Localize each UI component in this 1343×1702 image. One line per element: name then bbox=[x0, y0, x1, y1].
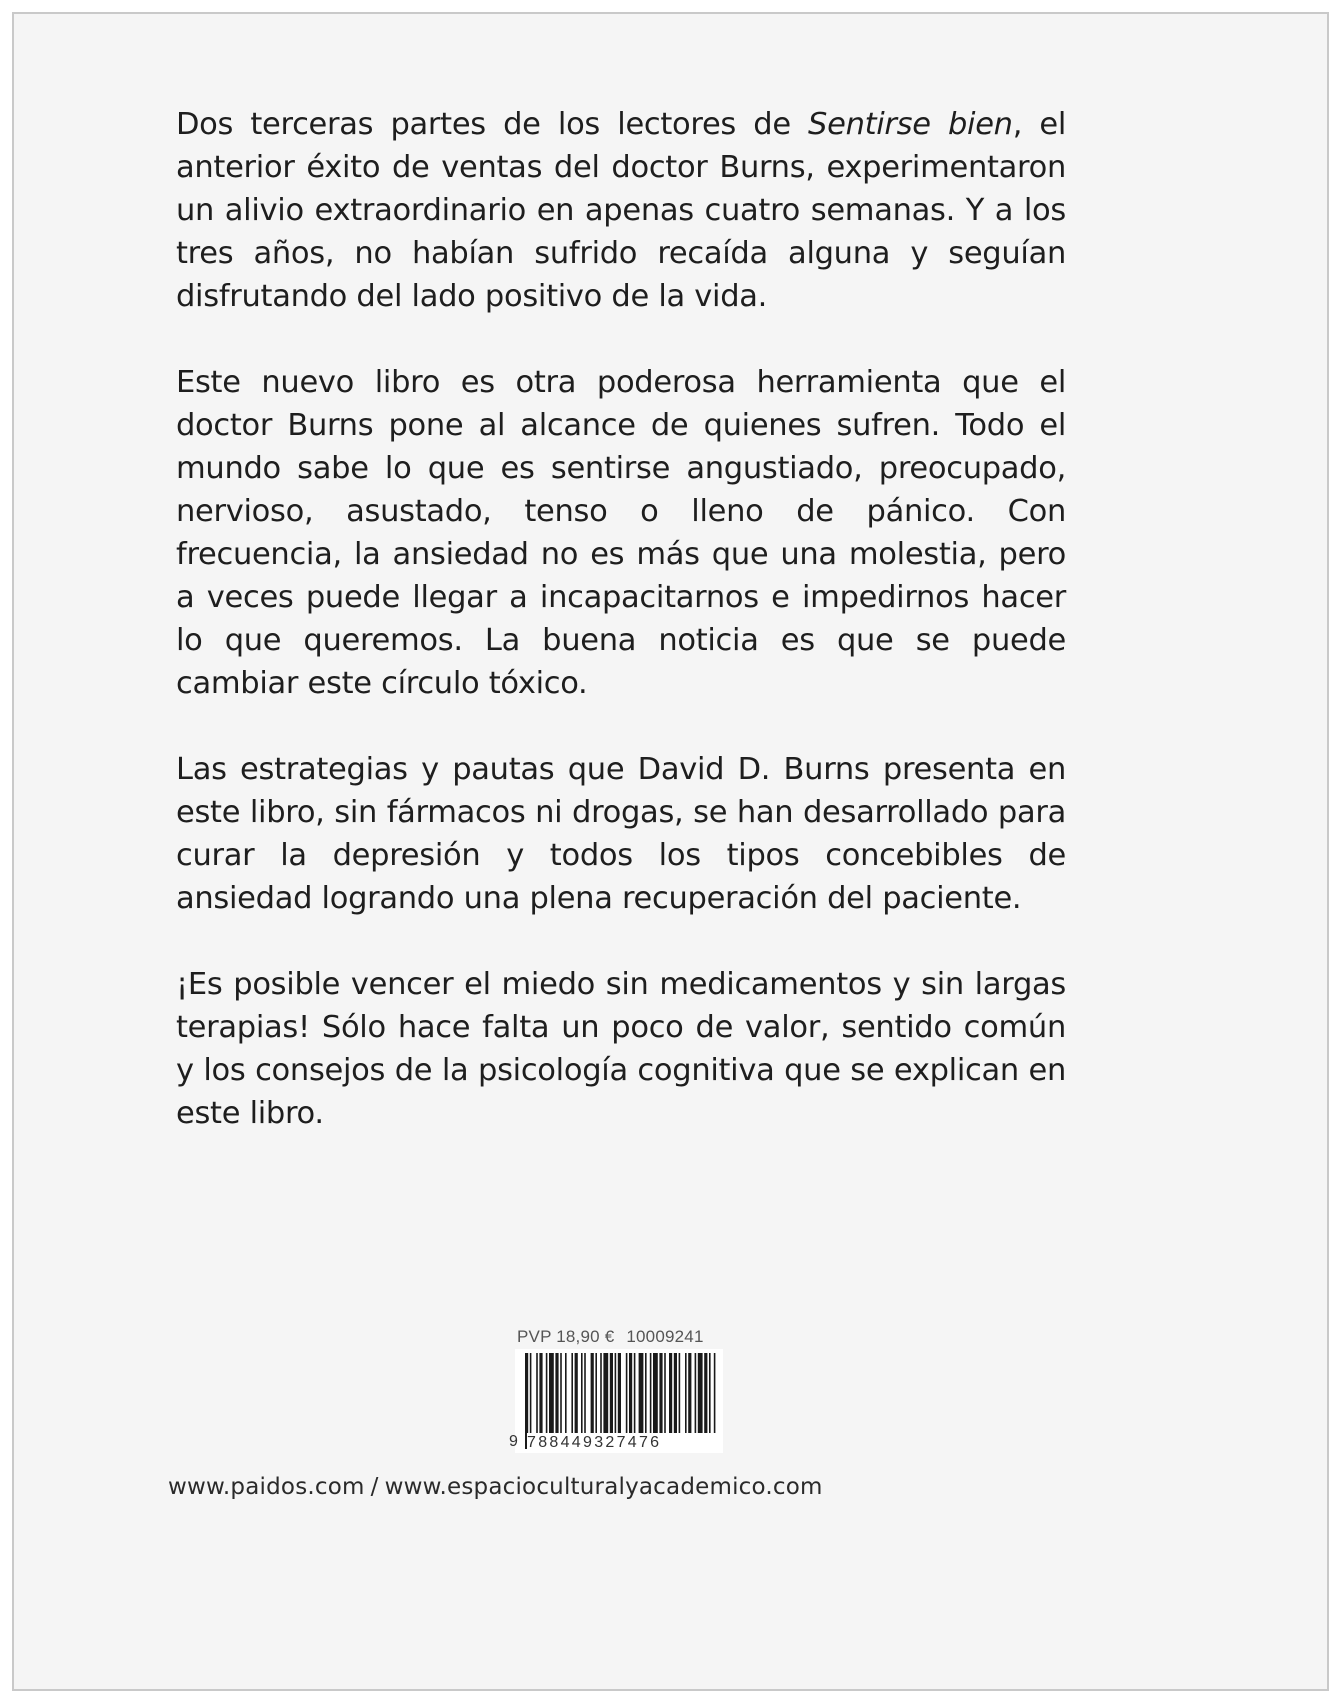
barcode-bar bbox=[704, 1353, 707, 1433]
barcode-bar bbox=[679, 1353, 681, 1433]
barcode-bar bbox=[634, 1353, 636, 1433]
barcode-bar bbox=[571, 1353, 573, 1433]
footer-urls bbox=[168, 1474, 823, 1500]
barcode-bar bbox=[674, 1353, 677, 1433]
blurb-paragraph-1-rest: , el anterior éxito de ventas del doctor Burns, experimentaron un alivio extraordinario en apenas cuatro semanas. Y a los tres años, no habían sufrido recaída alguna y seguían disfrutando del lado positivo de la vida. bbox=[176, 107, 1066, 314]
barcode-bar bbox=[584, 1353, 586, 1433]
barcode-bar bbox=[695, 1353, 697, 1433]
blurb-paragraph-3: Las estrategias y pautas que David D. Burns presenta en este libro, sin fármacos ni drogas, se han desarrollado para curar la depresión y todos los tipos concebibles de ansiedad logrando una plena recuperación del paciente. bbox=[176, 752, 1066, 916]
barcode-bar bbox=[629, 1353, 632, 1433]
barcode-bar bbox=[650, 1353, 652, 1433]
barcode-bar bbox=[555, 1353, 558, 1433]
barcode-bar bbox=[709, 1353, 711, 1433]
barcode-block bbox=[509, 1325, 727, 1453]
isbn-first-digit: 9 bbox=[509, 1433, 518, 1450]
barcode-bar bbox=[581, 1353, 583, 1433]
publisher-url-secondary[interactable]: www.espacioculturalyacademico.com bbox=[384, 1474, 823, 1500]
blurb-paragraph-2: Este nuevo libro es otra poderosa herramienta que el doctor Burns pone al alcance de quienes sufren. Todo el mundo sabe lo que es sentirse angustiado, preocupado, nervioso, asustado, tenso o lleno de pánico. Con frecuencia, la ansiedad no es más que una molestia, pero a veces puede llegar a incapacitarnos e impedirnos hacer lo que queremos. La buena noticia es que se puede cambiar este círculo tóxico. bbox=[176, 365, 1066, 701]
barcode-bar bbox=[560, 1353, 562, 1433]
barcode-bar bbox=[591, 1353, 594, 1433]
price-label: PVP 18,90 € bbox=[517, 1327, 615, 1346]
barcode-bar bbox=[639, 1353, 644, 1433]
barcode-bar bbox=[669, 1353, 672, 1433]
barcode-bar bbox=[536, 1353, 538, 1433]
barcode-bar bbox=[653, 1353, 658, 1433]
barcode-bar bbox=[664, 1353, 666, 1433]
barcode-bar bbox=[546, 1353, 548, 1433]
barcode-bar bbox=[565, 1353, 567, 1433]
barcode-bar bbox=[575, 1353, 578, 1433]
barcode-bar bbox=[603, 1353, 608, 1433]
barcode-bar bbox=[688, 1353, 691, 1433]
barcode-bar bbox=[618, 1353, 621, 1433]
barcode-bar bbox=[615, 1353, 617, 1433]
price-line bbox=[517, 1325, 727, 1349]
barcode bbox=[509, 1349, 723, 1453]
barcode-bar bbox=[659, 1353, 662, 1433]
barcode-bar bbox=[549, 1353, 554, 1433]
barcode-bar bbox=[539, 1353, 542, 1433]
barcode-bar bbox=[685, 1353, 687, 1433]
barcode-bar bbox=[610, 1353, 613, 1433]
barcode-bar bbox=[645, 1353, 647, 1433]
blurb-paragraph-4: ¡Es posible vencer el miedo sin medicamentos y sin largas terapias! Sólo hace falta un poco de valor, sentido común y los consejos de la psicología cognitiva que se explican en este libro. bbox=[176, 967, 1066, 1131]
blurb-paragraph-1-intro: Dos terceras partes de los lectores de bbox=[176, 107, 809, 142]
isbn-digits: 788449327476 bbox=[527, 1433, 723, 1453]
blurb-text bbox=[176, 103, 1066, 1135]
publisher-url[interactable]: www.paidos.com bbox=[168, 1474, 365, 1500]
barcode-bar bbox=[698, 1353, 703, 1433]
blurb-paragraph-1 bbox=[176, 103, 1066, 318]
book-title-reference: Sentirse bien bbox=[808, 107, 1013, 142]
product-code: 10009241 bbox=[626, 1327, 704, 1346]
barcode-bar bbox=[626, 1353, 628, 1433]
url-separator: / bbox=[370, 1474, 379, 1500]
